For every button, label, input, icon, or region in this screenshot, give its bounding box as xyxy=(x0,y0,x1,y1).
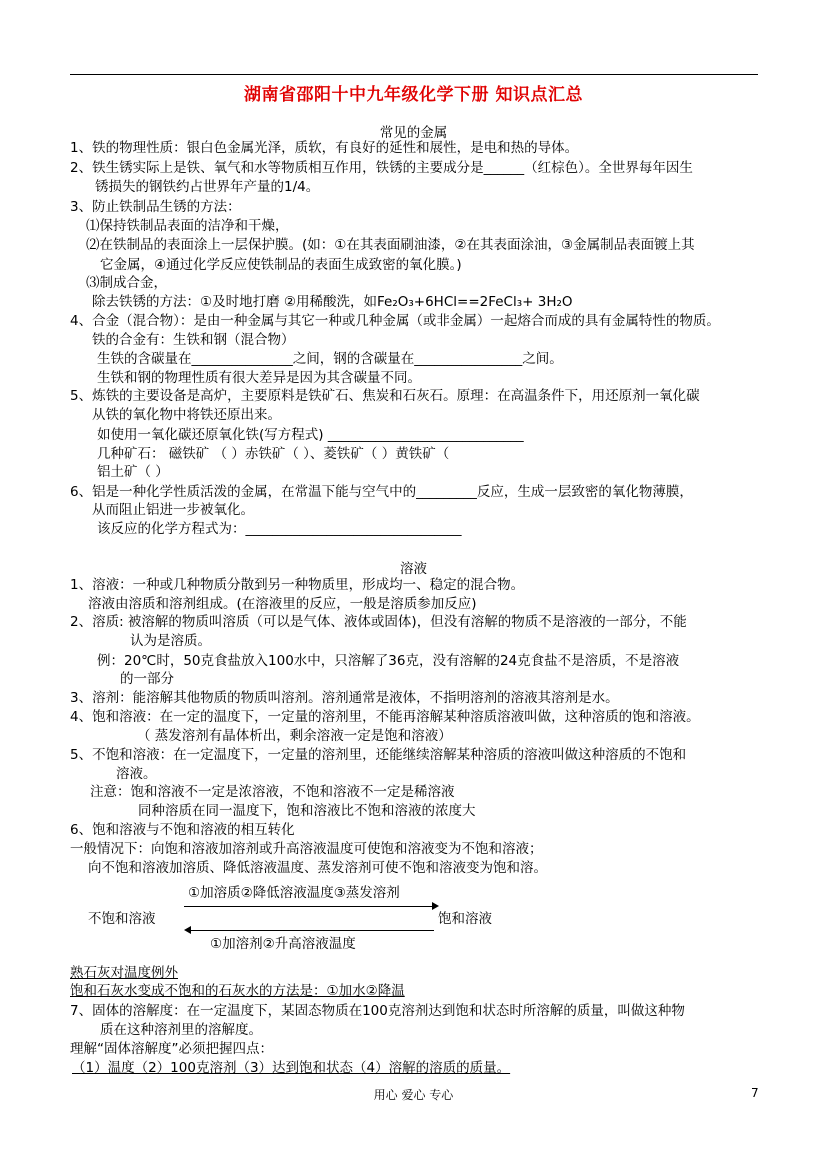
text-line: 从铁的氧化物中将铁还原出来。 xyxy=(92,407,281,423)
text-line: 例：20℃时，50克食盐放入100水中，只溶解了36克，没有溶解的24克食盐不是溶质，不是溶液 xyxy=(97,653,680,669)
text-line: 除去铁锈的方法：①及时地打磨 ②用稀酸洗，如Fe₂O₃+6HCl==2FeCl₃+ 3H₂O xyxy=(92,294,573,310)
text-line: 铁的合金有：生铁和钢（混合物） xyxy=(92,332,295,348)
text-line: 它金属，④通过化学反应使铁制品的表面生成致密的氧化膜。) xyxy=(100,257,462,273)
text-line: （ 蒸发溶剂有晶体析出，剩余溶液一定是饱和溶液） xyxy=(137,728,452,744)
text-line: 理解“固体溶解度”必须把握四点： xyxy=(70,1041,273,1057)
text-line: 6、铝是一种化学性质活泼的金属，在常温下能与空气中的_________反应，生成一层致密的氧化物薄膜， xyxy=(70,484,693,500)
text-line: 溶液由溶质和溶剂组成。(在溶液里的反应，一般是溶质参加反应) xyxy=(88,596,477,612)
text-line: 质在这种溶剂里的溶解度。 xyxy=(100,1022,262,1038)
text-line: 3、溶剂：能溶解其他物质的物质叫溶剂。溶剂通常是液体，不指明溶剂的溶液其溶剂是水。 xyxy=(70,690,619,706)
arrowhead-right xyxy=(432,902,439,910)
header-rule xyxy=(70,74,758,75)
text-line: ⑶制成合金， xyxy=(86,275,167,291)
text-line: 熟石灰对温度例外 xyxy=(70,965,178,981)
text-line: 4、合金（混合物）：是由一种金属与其它一种或几种金属（或非金属）一起熔合而成的具有金属特性的物质。 xyxy=(70,313,720,329)
page-footer: 用心 爱心 专心 xyxy=(373,1088,454,1102)
text-line: 2、溶质: 被溶解的物质叫溶质（可以是气体、液体或固体)，但没有溶解的物质不是溶液的一部分，不能 xyxy=(70,614,687,630)
text-line: 生铁的含碳量在_______________之间，钢的含碳量在________________之间。 xyxy=(97,351,563,367)
text-line: 5、炼铁的主要设备是高炉，主要原料是铁矿石、焦炭和石灰石。原理：在高温条件下，用还原剂一氧化碳 xyxy=(70,388,700,404)
page-number: 7 xyxy=(751,1086,759,1100)
arrow-right xyxy=(184,906,434,907)
text-line: 几种矿石： 磁铁矿 （ ）赤铁矿（ ）、菱铁矿（ ）黄铁矿（ xyxy=(97,446,450,462)
text-line: 认为是溶质。 xyxy=(130,633,211,649)
text-line: 一般情况下：向饱和溶液加溶剂或升高溶液温度可使饱和溶液变为不饱和溶液； xyxy=(70,841,543,857)
text-line: 注意：饱和溶液不一定是浓溶液，不饱和溶液不一定是稀溶液 xyxy=(90,784,455,800)
text-line: 锈损失的钢铁约占世界年产量的1/4。 xyxy=(95,179,320,195)
text-line: ⑴保持铁制品表面的洁净和干燥， xyxy=(86,218,289,234)
text-line: 1、溶液：一种或几种物质分散到另一种物质里，形成均一、稳定的混合物。 xyxy=(70,577,525,593)
text-line: 的一部分 xyxy=(120,671,174,687)
text-line: 4、饱和溶液：在一定的温度下，一定量的溶剂里，不能再溶解某种溶质溶液叫做，这种溶质的饱和溶液。 xyxy=(70,709,700,725)
diagram-left-label: 不饱和溶液 xyxy=(88,911,156,927)
text-line: 7、固体的溶解度：在一定温度下，某固态物质在100克溶剂达到饱和状态时所溶解的质量，叫做这种物 xyxy=(70,1003,685,1019)
diagram-lower-label: ①加溶剂②升高溶液温度 xyxy=(210,936,356,952)
section-heading-metals: 常见的金属 xyxy=(379,125,448,141)
text-line: 如使用一氧化碳还原氧化铁(写方程式) _____________________________ xyxy=(97,427,524,443)
text-line: 饱和石灰水变成不饱和的石灰水的方法是：①加水②降温 xyxy=(70,983,405,999)
diagram-upper-label: ①加溶质②降低溶液温度③蒸发溶剂 xyxy=(188,885,400,901)
text-line: 2、铁生锈实际上是铁、氧气和水等物质相互作用，铁锈的主要成分是______（红棕色）。全世界每年因生 xyxy=(70,160,693,176)
text-line: 6、饱和溶液与不饱和溶液的相互转化 xyxy=(70,822,295,838)
page-title: 湖南省邵阳十中九年级化学下册 知识点汇总 xyxy=(244,85,583,105)
text-line: 同种溶质在同一温度下，饱和溶液比不饱和溶液的浓度大 xyxy=(138,803,476,819)
arrowhead-left xyxy=(184,926,191,934)
text-line: 5、不饱和溶液：在一定温度下，一定量的溶剂里，还能继续溶解某种溶质的溶液叫做这种溶质的不饱和 xyxy=(70,747,687,763)
text-line: 该反应的化学方程式为：________________________________ xyxy=(97,521,462,537)
diagram-right-label: 饱和溶液 xyxy=(438,911,492,927)
arrow-left xyxy=(190,930,434,931)
text-line: ⑵在铁制品的表面涂上一层保护膜。(如：①在其表面刷油漆，②在其表面涂油，③金属制品表面镀上其 xyxy=(86,237,695,253)
text-line: 3、防止铁制品生锈的方法： xyxy=(70,199,241,215)
text-line: 溶液。 xyxy=(116,766,157,782)
section-heading-solutions: 溶液 xyxy=(400,561,427,577)
text-line: （1）温度（2）100克溶剂（3）达到饱和状态（4）溶解的溶质的质量。 xyxy=(72,1060,511,1076)
text-line: 1、铁的物理性质：银白色金属光泽，质软，有良好的延性和展性，是电和热的导体。 xyxy=(70,140,579,156)
text-line: 生铁和钢的物理性质有很大差异是因为其含碳量不同。 xyxy=(97,370,421,386)
text-line: 向不饱和溶液加溶质、降低溶液温度、蒸发溶剂可使不饱和溶液变为饱和溶。 xyxy=(88,860,547,876)
text-line: 铝土矿（ ） xyxy=(97,464,169,480)
text-line: 从而阻止铝进一步被氧化。 xyxy=(92,502,254,518)
